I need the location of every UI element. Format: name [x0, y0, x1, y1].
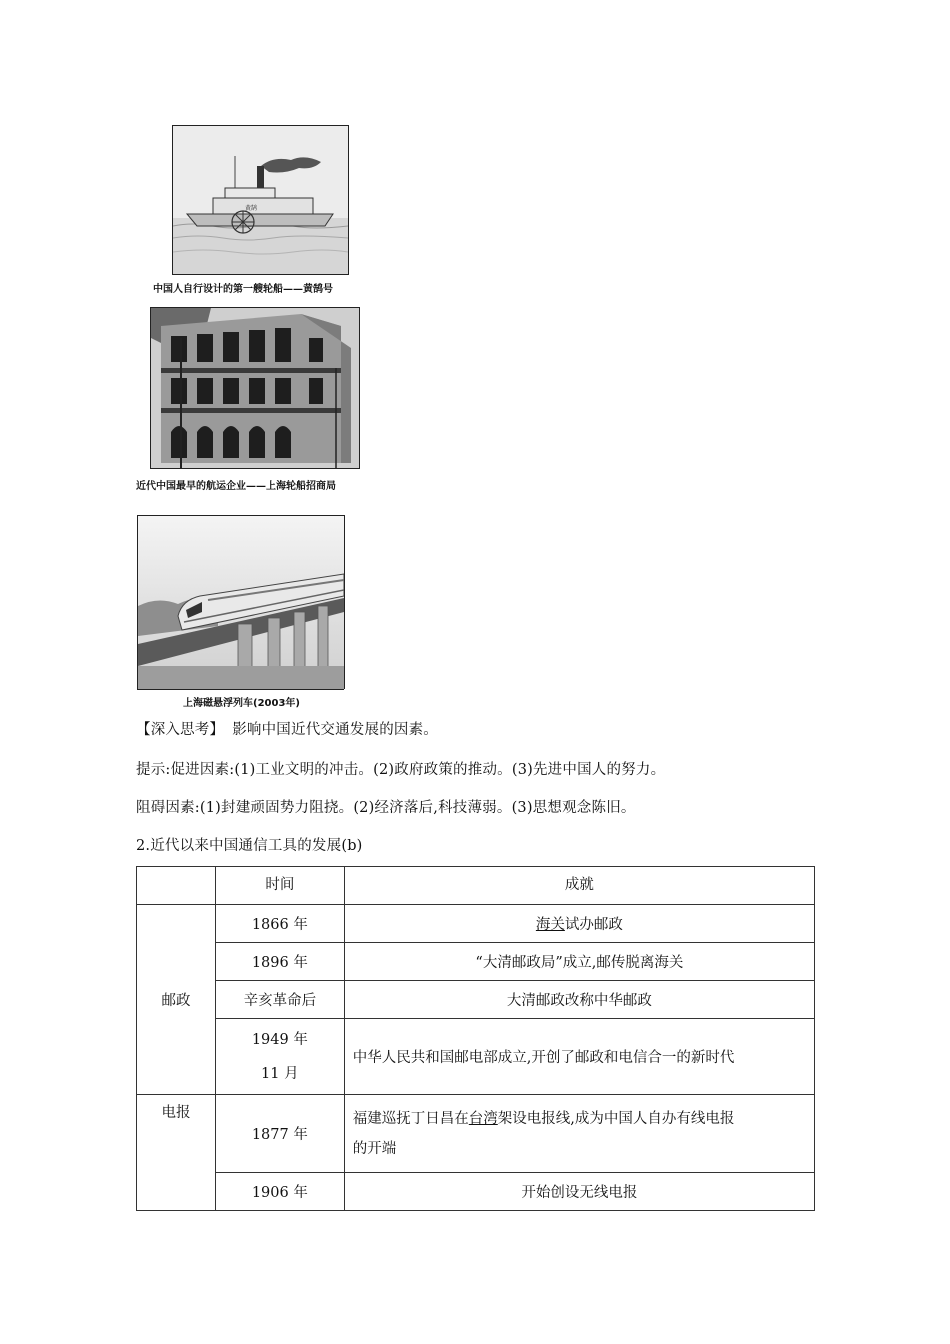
achievement-underlined: 海关 — [535, 917, 565, 933]
building-photo — [151, 308, 359, 468]
steamship-drawing — [173, 126, 348, 274]
ship-name-label: 黄鹄 — [245, 205, 258, 212]
achievement-cell — [344, 1095, 814, 1173]
group-label-postal: 邮政 — [137, 905, 216, 1095]
figure-building — [150, 307, 360, 469]
group-label-telegraph: 电报 — [137, 1095, 216, 1211]
time-cell: 1866 年 — [215, 905, 344, 943]
table-row — [137, 943, 815, 981]
table-row — [137, 981, 815, 1019]
achievement-text: 的开端 — [352, 1140, 397, 1157]
maglev-caption-underline — [137, 689, 344, 690]
table-header-cell: 时间 — [215, 867, 344, 905]
table-header-cell: 成就 — [344, 867, 814, 905]
achievement-text: 福建巡抚丁日昌在 — [352, 1110, 469, 1127]
maglev-photo — [138, 516, 344, 689]
table-header-row — [137, 867, 815, 905]
time-cell: 1906 年 — [215, 1173, 344, 1211]
achievement-underlined: 台湾 — [468, 1110, 498, 1127]
table-row — [137, 1173, 815, 1211]
time-cell: 1896 年 — [215, 943, 344, 981]
achievement-text: 试办邮政 — [564, 917, 623, 933]
figure-steamship — [172, 125, 349, 275]
think-question: 影响中国近代交通发展的因素。 — [232, 722, 439, 738]
time-cell: 辛亥革命后 — [215, 981, 344, 1019]
figure-maglev — [137, 515, 345, 689]
time-line: 11 月 — [261, 1065, 299, 1082]
hint-line: 提示:促进因素:(1)工业文明的冲击。(2)政府政策的推动。(3)先进中国人的努力。 — [136, 762, 666, 778]
think-line — [136, 718, 438, 739]
think-heading: 【深入思考】 — [136, 722, 225, 738]
figure-caption-steamship: 中国人自行设计的第一艘轮船——黄鹄号 — [153, 284, 333, 295]
achievement-cell — [344, 905, 814, 943]
telecom-table — [136, 866, 815, 1211]
table-row — [137, 905, 815, 943]
achievement-cell: “大清邮政局”成立,邮传脱离海关 — [344, 943, 814, 981]
obstacle-line: 阻碍因素:(1)封建顽固势力阻挠。(2)经济落后,科技薄弱。(3)思想观念陈旧。 — [136, 800, 636, 816]
figure-caption-maglev: 上海磁悬浮列车(2003年) — [183, 698, 300, 709]
time-line: 1949 年 — [251, 1031, 308, 1048]
figure-caption-building: 近代中国最早的航运企业——上海轮船招商局 — [136, 481, 336, 492]
achievement-cell: 大清邮政改称中华邮政 — [344, 981, 814, 1019]
table-row — [137, 1095, 815, 1173]
section-title: 2.近代以来中国通信工具的发展(b) — [136, 838, 363, 854]
achievement-cell: 中华人民共和国邮电部成立,开创了邮政和电信合一的新时代 — [344, 1019, 814, 1095]
time-cell: 1877 年 — [215, 1095, 344, 1173]
achievement-text: 架设电报线,成为中国人自办有线电报 — [497, 1110, 735, 1127]
time-cell — [215, 1019, 344, 1095]
achievement-cell: 开始创设无线电报 — [344, 1173, 814, 1211]
table-header-cell — [137, 867, 216, 905]
table-row — [137, 1019, 815, 1095]
